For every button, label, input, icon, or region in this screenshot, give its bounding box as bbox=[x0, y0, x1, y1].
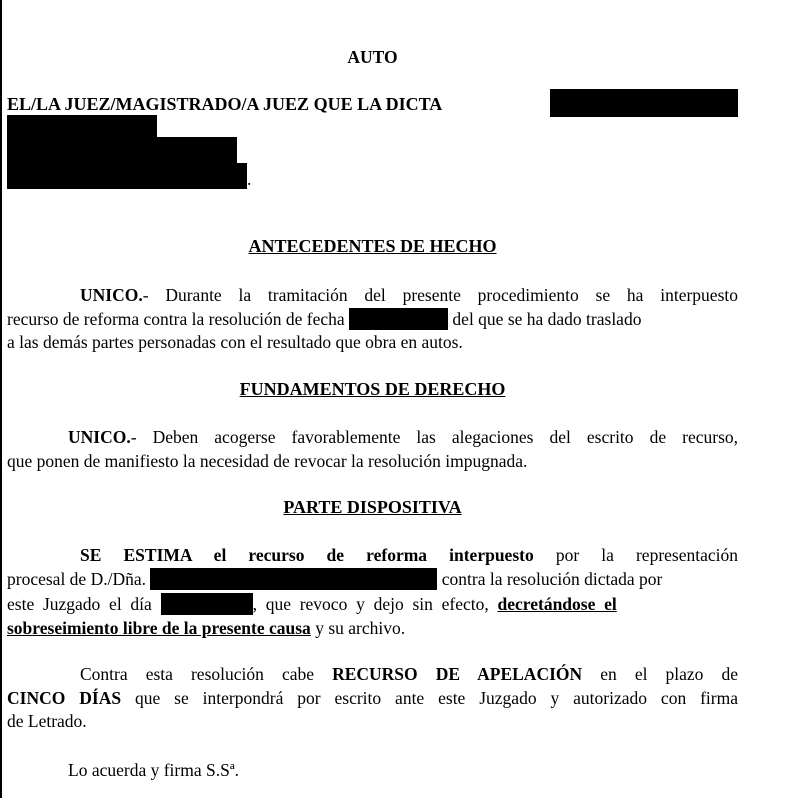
antecedentes-line-1 bbox=[7, 284, 738, 306]
judge-label: EL/LA JUEZ/MAGISTRADO/A JUEZ QUE LA DICTA bbox=[7, 94, 443, 114]
parte-line-4-bold: sobreseimiento libre de la presente causa bbox=[7, 618, 311, 638]
antecedentes-line-1-text: - Durante la tramitación del presente procedimiento se ha interpuesto bbox=[142, 285, 738, 305]
antecedentes-heading bbox=[7, 235, 738, 257]
parte-line-2 bbox=[7, 568, 738, 590]
antecedentes-line-2a: recurso de reforma contra la resolución de fecha bbox=[7, 309, 345, 329]
parte-line-1-rest: por la representación bbox=[555, 545, 739, 565]
antecedentes-heading-text: ANTECEDENTES DE HECHO bbox=[248, 236, 497, 256]
parte-line-3 bbox=[7, 593, 738, 615]
parte-line-3a: este Juzgado el día bbox=[7, 594, 152, 614]
fundamentos-heading-text: FUNDAMENTOS DE DERECHO bbox=[239, 379, 506, 399]
antecedentes-line-2 bbox=[7, 308, 738, 330]
parte-line-1-bold: SE ESTIMA el recurso de reforma interpuesto bbox=[80, 545, 534, 565]
page-left-border bbox=[0, 0, 2, 798]
recurso-line-1-bold: RECURSO DE APELACIÓN bbox=[332, 664, 583, 684]
fundamentos-line-2: que ponen de manifiesto la necesidad de revocar la resolución impugnada. bbox=[7, 451, 528, 471]
fundamentos-line-1 bbox=[7, 426, 738, 448]
redaction-date-1 bbox=[349, 308, 448, 330]
fundamentos-label: UNICO. bbox=[68, 427, 131, 447]
parte-line-4-rest: y su archivo. bbox=[310, 618, 406, 638]
parte-heading-text: PARTE DISPOSITIVA bbox=[283, 497, 462, 517]
recurso-line-2-bold: CINCO DÍAS bbox=[7, 688, 122, 708]
parte-line-2b: contra la resolución dictada por bbox=[441, 569, 663, 589]
judge-line-end: . bbox=[247, 169, 252, 189]
recurso-line-2 bbox=[7, 687, 738, 709]
recurso-line-1 bbox=[7, 663, 738, 685]
redaction-judge-name-1 bbox=[550, 89, 738, 117]
recurso-line-3: de Letrado. bbox=[7, 711, 87, 731]
parte-heading bbox=[7, 496, 738, 518]
recurso-line-1a: Contra esta resolución cabe bbox=[80, 664, 333, 684]
parte-line-1 bbox=[7, 544, 738, 566]
recurso-line-1b: en el plazo de bbox=[582, 664, 738, 684]
closing-line: Lo acuerda y firma S.Sª. bbox=[68, 760, 240, 780]
antecedentes-label: UNICO. bbox=[80, 285, 143, 305]
parte-line-2a: procesal de D./Dña. bbox=[7, 569, 146, 589]
parte-line-4 bbox=[7, 617, 738, 639]
antecedentes-line-2b: del que se ha dado traslado bbox=[452, 309, 642, 329]
redaction-party-name bbox=[150, 568, 437, 590]
parte-line-3-bold: decretándose el bbox=[497, 594, 617, 614]
document-page bbox=[7, 0, 738, 798]
parte-line-3b: , que revoco y dejo sin efecto, bbox=[252, 594, 489, 614]
redaction-judge-name-2 bbox=[7, 115, 157, 139]
antecedentes-line-3: a las demás partes personadas con el resultado que obra en autos. bbox=[7, 332, 463, 352]
redaction-judge-name-4 bbox=[7, 163, 247, 189]
document-title: AUTO bbox=[347, 47, 398, 67]
recurso-line-2-rest: que se interpondrá por escrito ante este Juzgado y autorizado con firma bbox=[121, 688, 739, 708]
redaction-judge-name-3 bbox=[7, 137, 237, 165]
redaction-date-2 bbox=[161, 593, 253, 615]
fundamentos-line-1-text: - Deben acogerse favorablemente las alegaciones del escrito de recurso, bbox=[130, 427, 738, 447]
fundamentos-heading bbox=[7, 378, 738, 400]
